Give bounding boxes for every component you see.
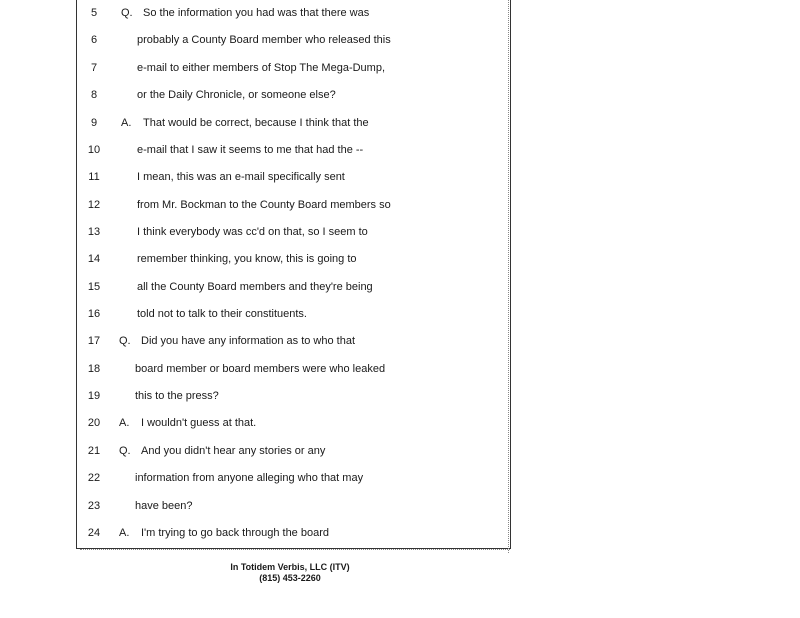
transcript-line bbox=[0, 195, 460, 215]
line-number: 16 bbox=[87, 308, 101, 320]
speaker-label: Q. bbox=[119, 445, 131, 457]
speaker-label: A. bbox=[119, 417, 130, 429]
transcript-line bbox=[0, 3, 460, 23]
line-number: 9 bbox=[90, 117, 98, 129]
transcript-line bbox=[0, 85, 460, 105]
transcript-line bbox=[0, 468, 460, 488]
testimony-text: I mean, this was an e-mail specifically sent bbox=[137, 171, 345, 183]
transcript-line bbox=[0, 58, 460, 78]
line-number: 8 bbox=[90, 89, 98, 101]
line-number: 23 bbox=[87, 500, 101, 512]
testimony-text: I wouldn't guess at that. bbox=[141, 417, 257, 429]
transcript-page-frame bbox=[76, 0, 511, 549]
transcript-line bbox=[0, 523, 460, 543]
speaker-label: Q. bbox=[121, 7, 133, 19]
testimony-text: That would be correct, because I think that the bbox=[143, 117, 369, 129]
page-edge-shadow bbox=[508, 0, 512, 553]
testimony-text: all the County Board members and they're being bbox=[137, 281, 373, 293]
line-number: 6 bbox=[90, 34, 98, 46]
transcript-line bbox=[0, 331, 460, 351]
transcript-line bbox=[0, 113, 460, 133]
line-number: 12 bbox=[87, 199, 101, 211]
transcript-line bbox=[0, 496, 460, 516]
testimony-text: board member or board members were who leaked bbox=[135, 363, 386, 375]
line-number: 11 bbox=[88, 171, 100, 183]
testimony-text: And you didn't hear any stories or any bbox=[141, 445, 326, 457]
line-number: 13 bbox=[87, 226, 101, 238]
transcript-line bbox=[0, 222, 460, 242]
speaker-label: A. bbox=[119, 527, 130, 539]
transcript-line bbox=[0, 140, 460, 160]
testimony-text: Did you have any information as to who that bbox=[141, 335, 356, 347]
testimony-text: e-mail to either members of Stop The Mega-Dump, bbox=[137, 62, 386, 74]
testimony-text: e-mail that I saw it seems to me that had the -- bbox=[137, 144, 364, 156]
line-number: 10 bbox=[87, 144, 101, 156]
line-number: 17 bbox=[87, 335, 101, 347]
page-bottom-shadow bbox=[80, 549, 510, 553]
line-number: 19 bbox=[87, 390, 101, 402]
footer-phone: (815) 453-2260 bbox=[259, 573, 321, 583]
testimony-text: have been? bbox=[135, 500, 193, 512]
line-number: 22 bbox=[87, 472, 101, 484]
transcript-line bbox=[0, 441, 460, 461]
testimony-text: or the Daily Chronicle, or someone else? bbox=[137, 89, 336, 101]
testimony-text: I'm trying to go back through the board bbox=[141, 527, 329, 539]
testimony-text: from Mr. Bockman to the County Board members so bbox=[137, 199, 391, 211]
transcript-line bbox=[0, 386, 460, 406]
transcript-line bbox=[0, 359, 460, 379]
testimony-text: remember thinking, you know, this is going to bbox=[137, 253, 357, 265]
line-number: 14 bbox=[87, 253, 101, 265]
line-number: 15 bbox=[87, 281, 101, 293]
line-number: 5 bbox=[90, 7, 98, 19]
speaker-label: A. bbox=[121, 117, 132, 129]
transcript-line bbox=[0, 167, 460, 187]
line-number: 20 bbox=[87, 417, 101, 429]
transcript-line bbox=[0, 413, 460, 433]
testimony-text: So the information you had was that there was bbox=[143, 7, 370, 19]
testimony-text: probably a County Board member who released this bbox=[137, 34, 391, 46]
line-number: 21 bbox=[87, 445, 101, 457]
testimony-text: I think everybody was cc'd on that, so I seem to bbox=[137, 226, 368, 238]
testimony-text: told not to talk to their constituents. bbox=[137, 308, 307, 320]
footer-company: In Totidem Verbis, LLC (ITV) bbox=[230, 562, 350, 572]
testimony-text: information from anyone alleging who that may bbox=[135, 472, 364, 484]
line-number: 24 bbox=[87, 527, 101, 539]
transcript-line bbox=[0, 277, 460, 297]
line-number: 7 bbox=[90, 62, 98, 74]
transcript-line bbox=[0, 304, 460, 324]
transcript-line bbox=[0, 249, 460, 269]
testimony-text: this to the press? bbox=[135, 390, 219, 402]
line-number: 18 bbox=[87, 363, 101, 375]
speaker-label: Q. bbox=[119, 335, 131, 347]
transcript-line bbox=[0, 30, 460, 50]
